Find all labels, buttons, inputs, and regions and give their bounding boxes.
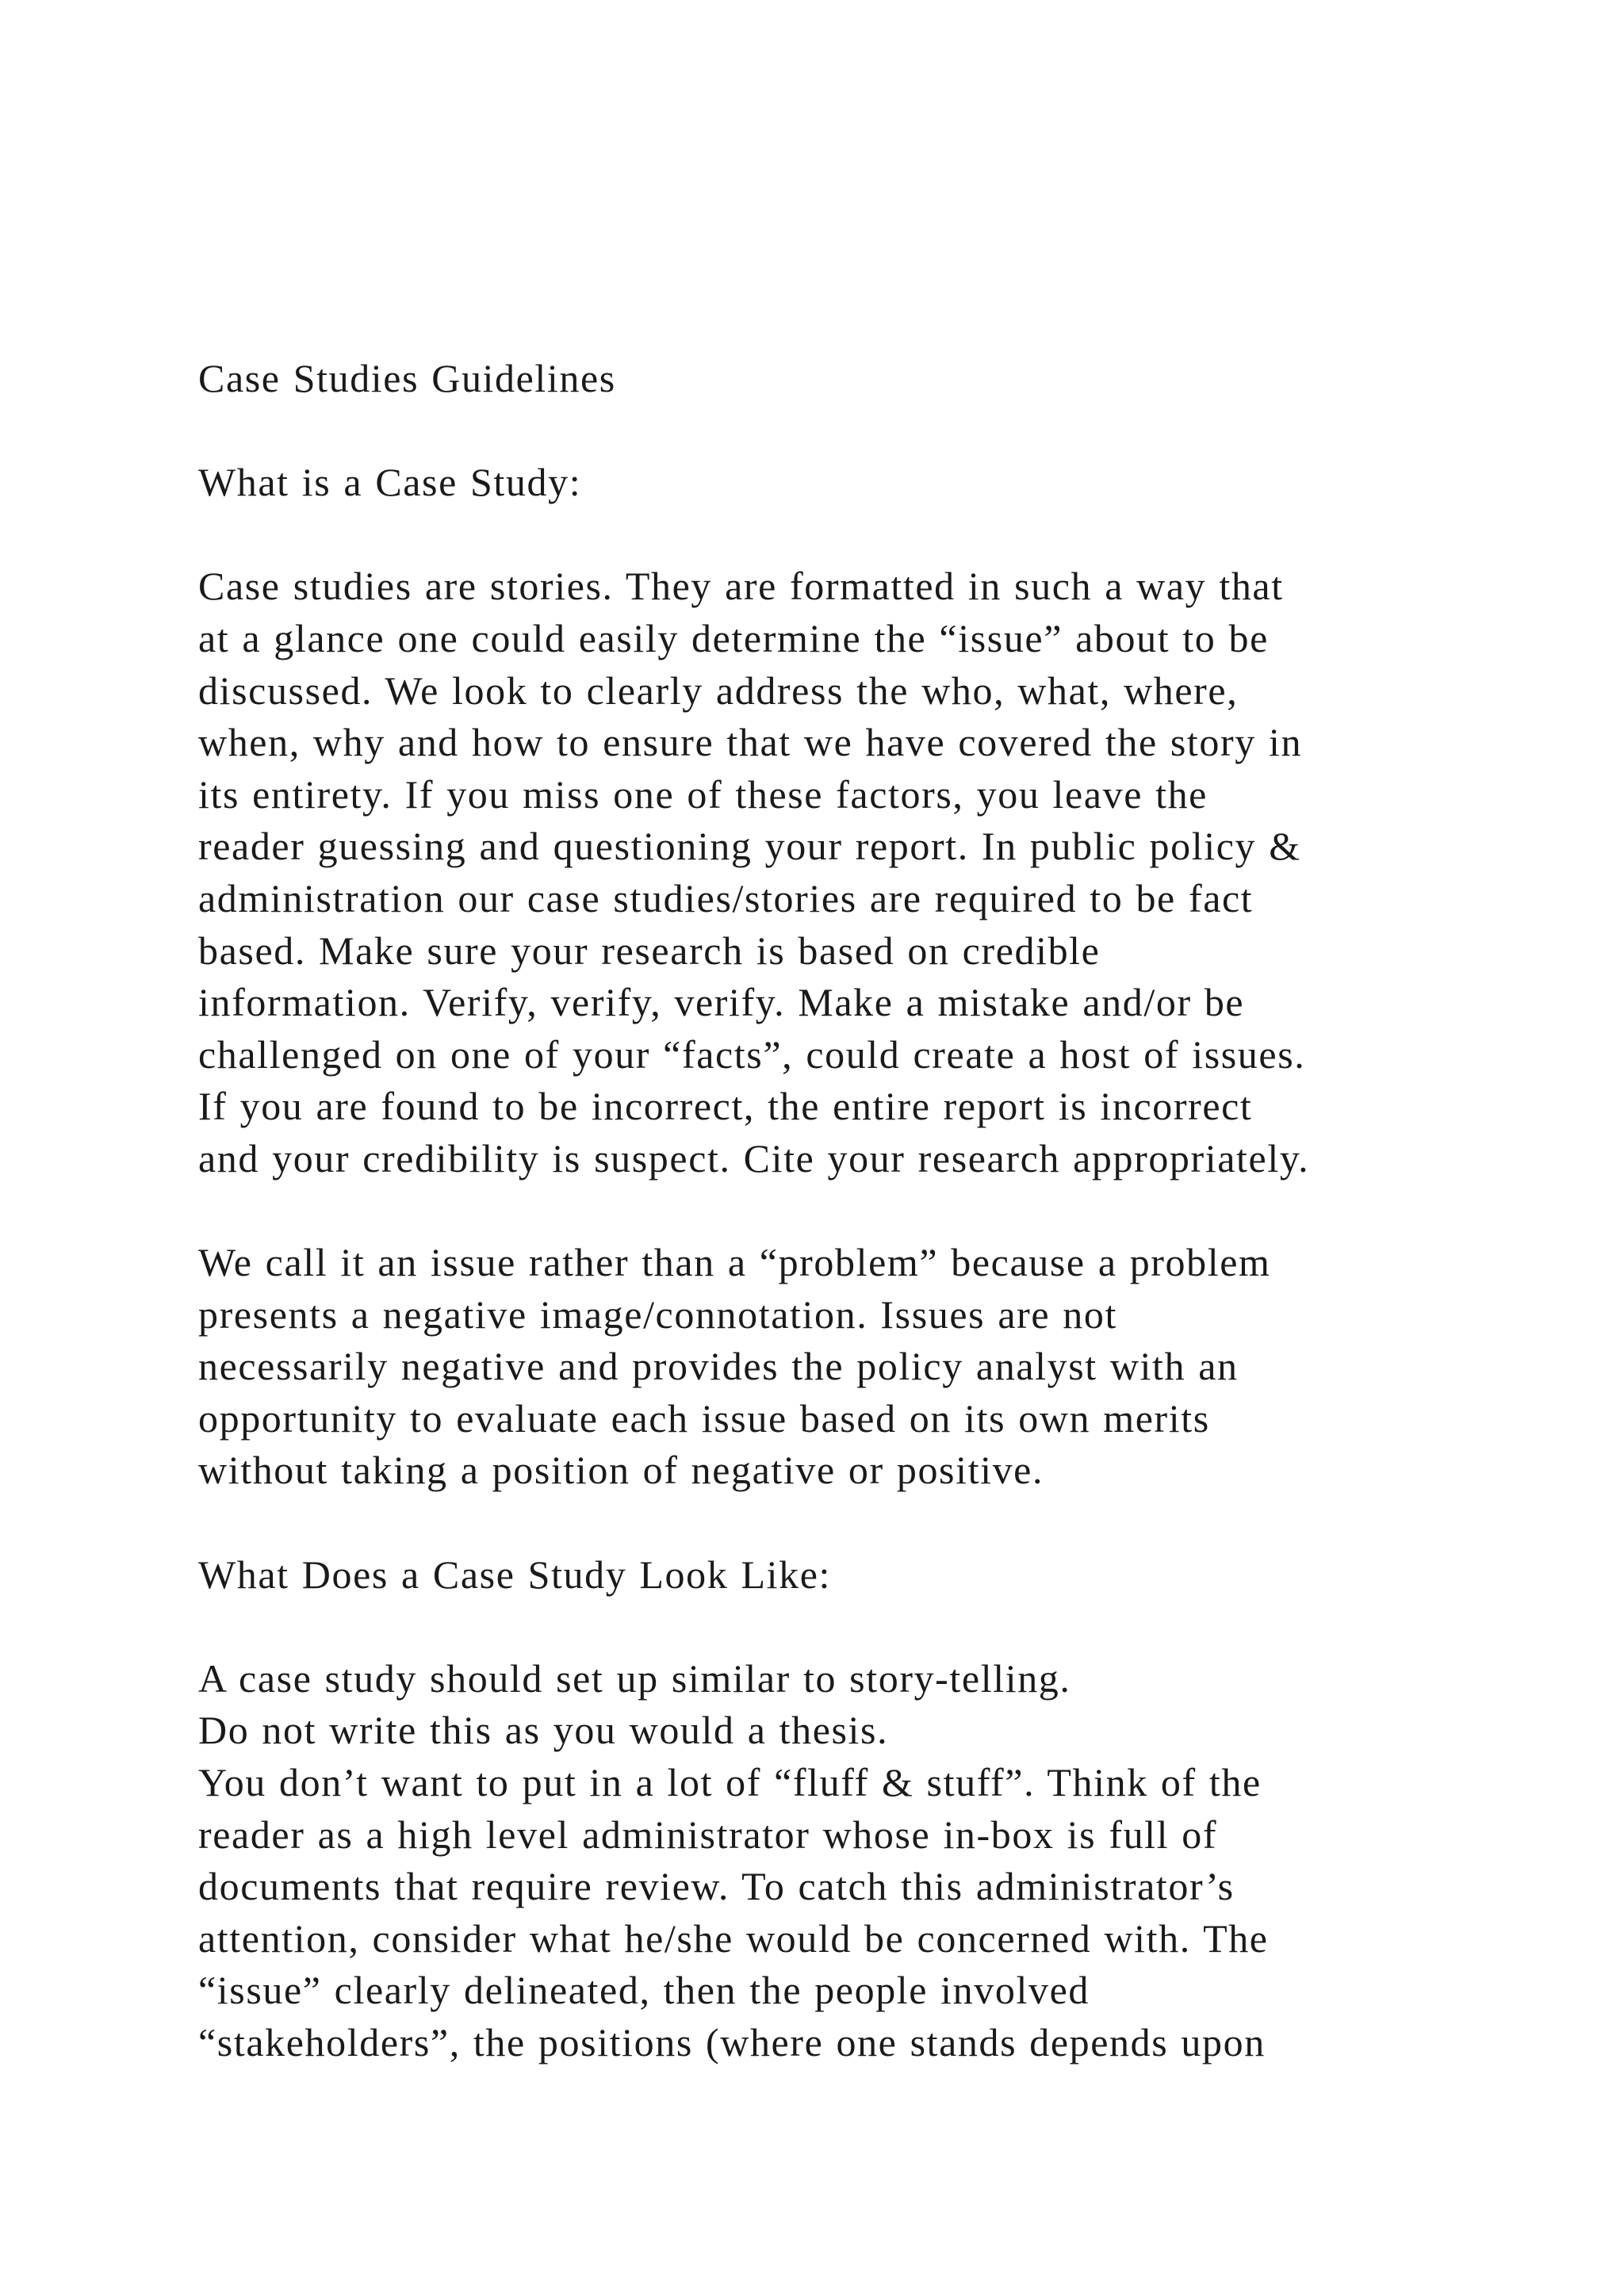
paragraph-line: reader guessing and questioning your report. In public policy & — [198, 824, 1301, 869]
paragraph-gap — [198, 1601, 1467, 1653]
paragraph-line: Do not write this as you would a thesis. — [198, 1708, 889, 1753]
paragraph-gap — [198, 1185, 1467, 1238]
paragraph-line: based. Make sure your research is based on credible — [198, 928, 1101, 973]
paragraph-line: its entirety. If you miss one of these factors, you leave the — [198, 771, 1208, 817]
paragraph-line: at a glance one could easily determine the “issue” about to be — [198, 615, 1269, 660]
paragraph-line: administration our case studies/stories are required to be fact — [198, 875, 1254, 920]
paragraph-line: presents a negative image/connotation. Issues are not — [198, 1292, 1117, 1337]
paragraph-gap — [198, 509, 1467, 561]
paragraph-line: discussed. We look to clearly address the who, what, where, — [198, 668, 1239, 713]
paragraph-gap — [198, 1497, 1467, 1549]
paragraph-line: A case study should set up similar to story-telling. — [198, 1655, 1071, 1701]
section-heading-look-like: What Does a Case Study Look Like: — [198, 1552, 831, 1597]
paragraph-line: attention, consider what he/she would be concerned with. The — [198, 1915, 1269, 1961]
paragraph-line: information. Verify, verify, verify. Make a mistake and/or be — [198, 980, 1245, 1025]
section-heading-what-is: What is a Case Study: — [198, 460, 582, 505]
paragraph-line: opportunity to evaluate each issue based on its own merits — [198, 1395, 1210, 1441]
document-body — [198, 353, 1467, 2069]
paragraph-line: reader as a high level administrator whose in-box is full of — [198, 1812, 1218, 1857]
paragraph-line: necessarily negative and provides the policy analyst with an — [198, 1344, 1239, 1389]
document-title: Case Studies Guidelines — [198, 356, 616, 400]
paragraph-gap — [198, 405, 1467, 457]
paragraph-line: without taking a position of negative or positive. — [198, 1448, 1044, 1493]
paragraph-line: We call it an issue rather than a “problem” because a problem — [198, 1240, 1271, 1285]
paragraph-line: “issue” clearly delineated, then the people involved — [198, 1968, 1090, 2013]
paragraph-line: If you are found to be incorrect, the entire report is incorrect — [198, 1084, 1253, 1129]
paragraph-line: You don’t want to put in a lot of “fluff & stuff”. Think of the — [198, 1760, 1262, 1805]
paragraph-line: documents that require review. To catch this administrator’s — [198, 1864, 1235, 1909]
paragraph-line: when, why and how to ensure that we have covered the story in — [198, 720, 1303, 765]
paragraph-line: and your credibility is suspect. Cite your research appropriately. — [198, 1135, 1310, 1181]
paragraph-line: “stakeholders”, the positions (where one stands depends upon — [198, 2020, 1266, 2064]
paragraph-line: challenged on one of your “facts”, could create a host of issues. — [198, 1031, 1306, 1077]
paragraph-line: Case studies are stories. They are formatted in such a way that — [198, 564, 1284, 609]
